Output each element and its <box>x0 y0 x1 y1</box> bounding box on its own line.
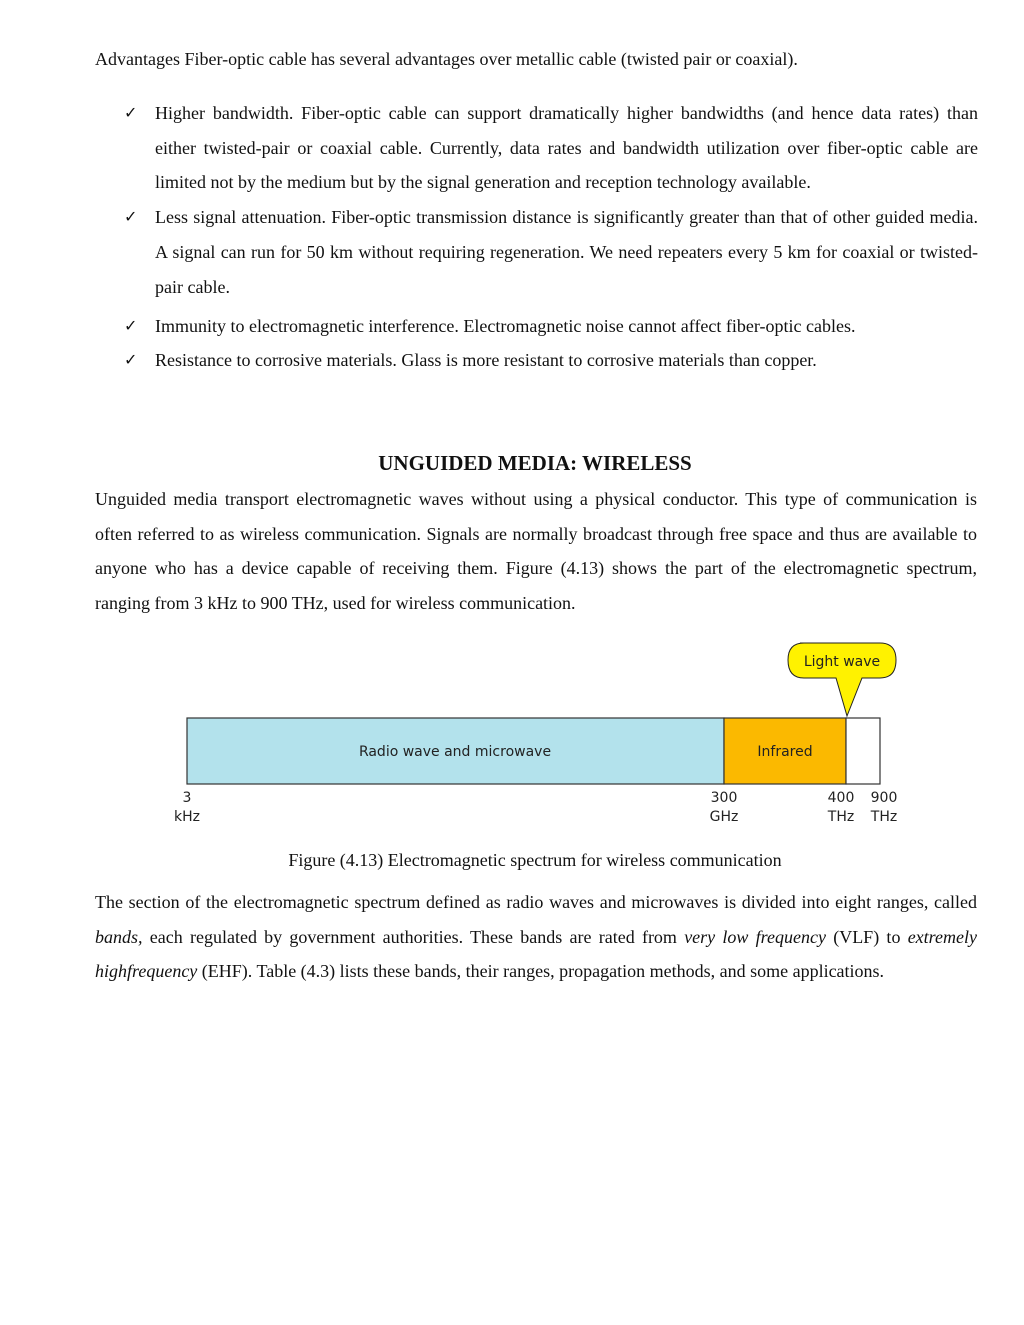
para2-text: (VLF) to <box>825 926 908 947</box>
segment-light <box>846 718 880 784</box>
checkmark-icon: ✓ <box>124 316 138 336</box>
unguided-paragraph: Unguided media transport electromagnetic waves without using a physical conductor. This type of communication is often referred to as wireless communication. Signals are normally broadcast through free space and thus are available to anyone who has a device capable of receiving them. Figure (4.13) shows the part of the electromagnetic spectrum, ranging from 3 kHz to 900 THz, used for wireless communication. <box>95 489 977 614</box>
checkmark-icon: ✓ <box>124 207 138 227</box>
term-ehf: extremely highfrequency <box>95 926 977 982</box>
bands-paragraph <box>95 885 977 989</box>
tick-unit: THz <box>827 809 855 825</box>
term-vlf: very low frequency <box>684 926 826 947</box>
advantage-text: Higher bandwidth. Fiber-optic cable can support dramatically higher bandwidths (and hence data rates) than either twisted-pair or coaxial cable. Currently, data rates and bandwidth utilization over fiber-optic cable are limited not by the medium but by the signal generation and reception technology available. <box>155 103 978 193</box>
list-item <box>120 348 978 372</box>
list-item <box>120 200 978 304</box>
segment-infrared-label: Infrared <box>757 744 813 760</box>
para1-container <box>95 482 977 642</box>
term-bands: bands, <box>95 926 143 947</box>
callout-label: Light wave <box>803 654 881 670</box>
advantage-text: Immunity to electromagnetic interference. Electromagnetic noise cannot affect fiber-optic cables. <box>155 316 856 337</box>
list-item <box>120 314 978 338</box>
list-item <box>120 96 978 200</box>
checkmark-icon: ✓ <box>124 350 138 370</box>
para2-text: each regulated by government authorities. These bands are rated from <box>142 926 685 947</box>
tick-unit: THz <box>870 809 898 825</box>
checkmark-icon: ✓ <box>124 103 138 122</box>
tick-value: 3 <box>182 790 192 806</box>
segment-radio-label: Radio wave and microwave <box>358 744 552 760</box>
tick-unit: GHz <box>709 809 739 825</box>
advantage-text: Less signal attenuation. Fiber-optic transmission distance is significantly greater than that of other guided media. A signal can run for 50 km without requiring regeneration. We need repeaters every 5 km for coaxial or twisted-pair cable. <box>155 207 978 297</box>
tick-value: 400 <box>827 790 855 806</box>
section-heading: UNGUIDED MEDIA: WIRELESS <box>378 451 692 475</box>
para2-text: The section of the electromagnetic spectrum defined as radio waves and microwaves is divided into eight ranges, called <box>95 892 977 912</box>
advantages-list <box>120 96 978 372</box>
tick-value: 900 <box>870 790 898 806</box>
intro-paragraph: Advantages Fiber-optic cable has several advantages over metallic cable (twisted pair or coaxial). <box>95 49 798 69</box>
spectrum-figure <box>0 640 1024 840</box>
advantage-text: Resistance to corrosive materials. Glass is more resistant to corrosive materials than copper. <box>155 350 817 371</box>
tick-unit: kHz <box>174 809 200 825</box>
para2-text: (EHF). Table (4.3) lists these bands, their ranges, propagation methods, and some applications. <box>197 961 885 982</box>
figure-caption: Figure (4.13) Electromagnetic spectrum for wireless communication <box>288 850 782 870</box>
tick-value: 300 <box>710 790 738 806</box>
